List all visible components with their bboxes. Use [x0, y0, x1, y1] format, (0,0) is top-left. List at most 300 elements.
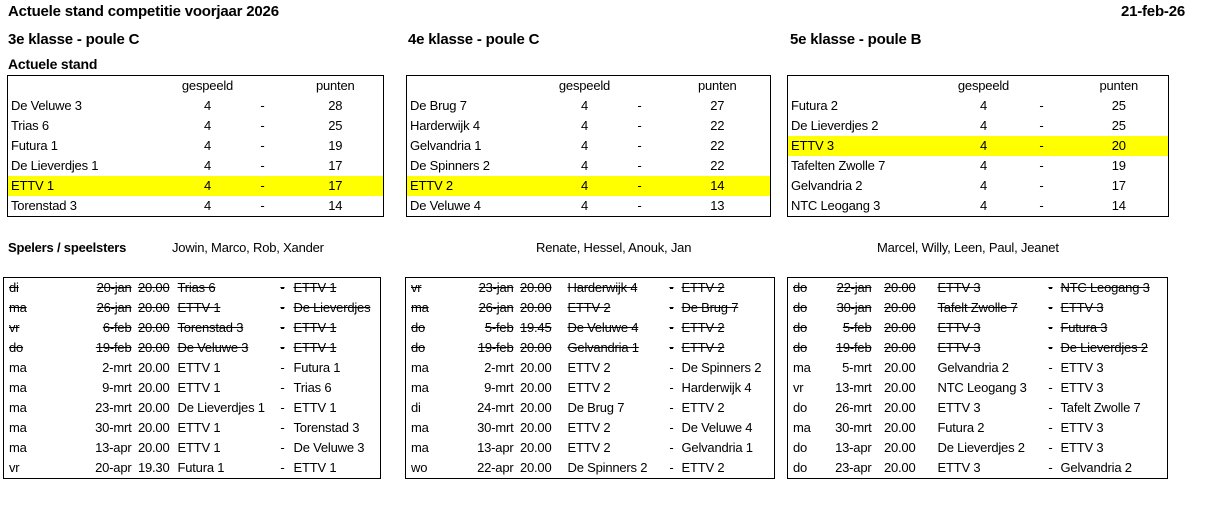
- time-cell: 20.00: [137, 340, 170, 355]
- date-cell: 26-jan: [96, 300, 132, 315]
- weekday-cell: wo: [411, 460, 428, 475]
- time-cell: 20.00: [519, 300, 552, 315]
- separator-dash: -: [669, 380, 674, 395]
- date-cell: 5-feb: [484, 320, 514, 335]
- played-cell: 4: [203, 158, 212, 173]
- date-cell: 26-mrt: [835, 400, 872, 415]
- standings-row: [407, 116, 771, 136]
- standings-table-4e-klasse: [406, 75, 771, 217]
- weekday-cell: di: [9, 280, 19, 295]
- schedule-row: [4, 438, 381, 458]
- schedule-row: [406, 458, 775, 479]
- team-name-cell: De Lieverdjes 2: [791, 118, 879, 133]
- home-team-cell: ETTV 1: [177, 380, 221, 395]
- standings-row: [8, 96, 384, 116]
- away-team-cell: ETTV 1: [293, 280, 337, 295]
- schedule-row: [406, 378, 775, 398]
- team-name-cell: ETTV 1: [8, 176, 178, 196]
- away-team-cell: Harderwijk 4: [681, 380, 752, 395]
- time-cell: 20.00: [883, 360, 916, 375]
- standings-row: [407, 196, 771, 217]
- team-name-cell: Futura 2: [791, 98, 838, 113]
- home-team-cell: ETTV 2: [567, 420, 611, 435]
- points-cell: 25: [1111, 98, 1126, 113]
- points-cell: 14: [328, 198, 343, 213]
- away-team-cell: ETTV 3: [1060, 360, 1104, 375]
- home-team-cell: De Spinners 2: [567, 460, 648, 475]
- date-cell: 22-apr: [477, 460, 514, 475]
- date-cell: 19-feb: [835, 340, 872, 355]
- standings-row: [788, 96, 1169, 116]
- date-cell: 2-mrt: [484, 360, 514, 375]
- separator-dash: -: [260, 118, 265, 133]
- weekday-cell: do: [793, 340, 808, 355]
- separator-dash: -: [669, 440, 674, 455]
- date-cell: 20-jan: [96, 280, 132, 295]
- away-team-cell: ETTV 2: [681, 400, 725, 415]
- time-cell: 20.00: [519, 460, 552, 475]
- away-team-cell: ETTV 2: [681, 460, 725, 475]
- played-cell: 4: [979, 198, 988, 213]
- players-list-3e-klasse: Jowin, Marco, Rob, Xander: [172, 240, 324, 255]
- points-cell: 17: [1111, 178, 1126, 193]
- date-cell: 19-feb: [95, 340, 132, 355]
- schedule-row: [406, 278, 775, 299]
- date-cell: 30-jan: [836, 300, 872, 315]
- standings-caption: Actuele stand: [8, 56, 98, 72]
- separator-dash: -: [1039, 178, 1044, 193]
- separator-dash: -: [637, 118, 642, 133]
- separator-dash: -: [1048, 320, 1053, 335]
- standings-row: [788, 176, 1169, 196]
- played-cell: 4: [580, 118, 589, 133]
- team-name-cell: De Brug 7: [410, 98, 467, 113]
- schedule-row: [406, 318, 775, 338]
- points-cell: 17: [288, 176, 384, 196]
- home-team-cell: Tafelt Zwolle 7: [937, 300, 1018, 315]
- standings-row: [8, 136, 384, 156]
- time-cell: 20.00: [137, 400, 170, 415]
- team-name-cell: NTC Leogang 3: [791, 198, 881, 213]
- time-cell: 19.30: [137, 460, 170, 475]
- standings-row: [788, 116, 1169, 136]
- separator-dash: -: [280, 300, 285, 315]
- schedule-row: [406, 398, 775, 418]
- points-cell: 22: [710, 118, 725, 133]
- separator-dash: -: [238, 176, 288, 196]
- weekday-cell: ma: [411, 440, 429, 455]
- played-cell: 4: [203, 118, 212, 133]
- section-title-5e-klasse: 5e klasse - poule B: [790, 31, 922, 48]
- date-cell: 19-feb: [477, 340, 514, 355]
- away-team-cell: De Veluwe 4: [681, 420, 753, 435]
- schedule-row: [4, 458, 381, 479]
- team-name-cell: Gelvandria 2: [791, 178, 863, 193]
- home-team-cell: Futura 2: [937, 420, 985, 435]
- weekday-cell: ma: [9, 440, 27, 455]
- standings-table-5e-klasse: [787, 75, 1169, 217]
- date-cell: 30-mrt: [477, 420, 514, 435]
- column-header-punten: punten: [697, 78, 737, 93]
- points-cell: 17: [328, 158, 343, 173]
- empty-header-cell: [407, 76, 555, 97]
- players-list-5e-klasse: Marcel, Willy, Leen, Paul, Jeanet: [877, 240, 1059, 255]
- date-cell: 20-apr: [95, 460, 132, 475]
- separator-dash: -: [260, 98, 265, 113]
- separator-dash: -: [1048, 420, 1053, 435]
- separator-dash: -: [260, 138, 265, 153]
- weekday-cell: do: [793, 460, 808, 475]
- schedule-row: [4, 278, 381, 299]
- weekday-cell: vr: [9, 460, 20, 475]
- away-team-cell: Gelvandria 2: [1060, 460, 1132, 475]
- time-cell: 20.00: [137, 320, 170, 335]
- time-cell: 20.00: [883, 340, 916, 355]
- away-team-cell: ETTV 2: [681, 340, 725, 355]
- standings-header-row: [8, 76, 384, 97]
- time-cell: 20.00: [137, 280, 170, 295]
- weekday-cell: ma: [9, 360, 27, 375]
- points-cell: 19: [328, 138, 343, 153]
- team-name-cell: De Spinners 2: [410, 158, 490, 173]
- standings-table-3e-klasse: [7, 75, 384, 217]
- schedule-row: [4, 298, 381, 318]
- points-cell: 22: [710, 158, 725, 173]
- separator-dash: -: [260, 198, 265, 213]
- away-team-cell: De Brug 7: [681, 300, 739, 315]
- separator-dash: -: [669, 360, 674, 375]
- away-team-cell: De Spinners 2: [681, 360, 762, 375]
- separator-dash: -: [637, 158, 642, 173]
- home-team-cell: De Veluwe 3: [177, 340, 249, 355]
- separator-dash: -: [1039, 118, 1044, 133]
- separator-dash: -: [1039, 158, 1044, 173]
- date-cell: 24-mrt: [477, 400, 514, 415]
- separator-dash: -: [260, 158, 265, 173]
- team-name-cell: ETTV 2: [407, 176, 555, 196]
- home-team-cell: Trias 6: [177, 280, 216, 295]
- time-cell: 20.00: [137, 420, 170, 435]
- time-cell: 20.00: [883, 280, 916, 295]
- away-team-cell: ETTV 1: [293, 340, 337, 355]
- time-cell: 20.00: [883, 320, 916, 335]
- players-label: Spelers / speelsters: [8, 240, 127, 255]
- separator-dash: -: [1039, 198, 1044, 213]
- played-cell: 4: [580, 198, 589, 213]
- schedule-row: [406, 418, 775, 438]
- time-cell: 20.00: [883, 440, 916, 455]
- points-cell: 28: [328, 98, 343, 113]
- away-team-cell: Futura 3: [1060, 320, 1108, 335]
- separator-dash: -: [1048, 300, 1053, 315]
- time-cell: 20.00: [519, 400, 552, 415]
- weekday-cell: ma: [9, 420, 27, 435]
- separator-dash: -: [280, 420, 285, 435]
- empty-header-cell: [238, 76, 288, 97]
- schedule-row: [788, 318, 1168, 338]
- page-title: Actuele stand competitie voorjaar 2026: [8, 3, 279, 20]
- separator-dash: -: [1048, 340, 1053, 355]
- separator-dash: -: [615, 176, 665, 196]
- column-header-gespeeld: gespeeld: [558, 78, 611, 93]
- separator-dash: -: [669, 320, 674, 335]
- schedule-table-5e-klasse: [787, 277, 1168, 479]
- schedule-row: [788, 458, 1168, 479]
- home-team-cell: ETTV 1: [177, 360, 221, 375]
- report-date: 21-feb-26: [1120, 3, 1185, 20]
- separator-dash: -: [669, 420, 674, 435]
- schedule-row: [4, 398, 381, 418]
- weekday-cell: do: [793, 440, 808, 455]
- schedule-row: [4, 338, 381, 358]
- separator-dash: -: [669, 460, 674, 475]
- schedule-row: [406, 338, 775, 358]
- separator-dash: -: [280, 280, 285, 295]
- home-team-cell: ETTV 1: [177, 440, 221, 455]
- weekday-cell: ma: [793, 420, 811, 435]
- time-cell: 20.00: [137, 360, 170, 375]
- section-title-3e-klasse: 3e klasse - poule C: [8, 31, 140, 48]
- time-cell: 20.00: [519, 440, 552, 455]
- away-team-cell: NTC Leogang 3: [1060, 280, 1150, 295]
- home-team-cell: ETTV 1: [177, 300, 221, 315]
- away-team-cell: Gelvandria 1: [681, 440, 753, 455]
- date-cell: 6-feb: [102, 320, 132, 335]
- time-cell: 20.00: [883, 420, 916, 435]
- date-cell: 22-jan: [836, 280, 872, 295]
- weekday-cell: ma: [9, 380, 27, 395]
- separator-dash: -: [1014, 136, 1070, 156]
- weekday-cell: ma: [9, 300, 27, 315]
- away-team-cell: ETTV 1: [293, 460, 337, 475]
- separator-dash: -: [280, 400, 285, 415]
- schedule-row: [4, 418, 381, 438]
- team-name-cell: De Veluwe 3: [11, 98, 82, 113]
- separator-dash: -: [669, 340, 674, 355]
- separator-dash: -: [637, 198, 642, 213]
- played-cell: 4: [979, 178, 988, 193]
- schedule-row: [788, 418, 1168, 438]
- team-name-cell: Tafelten Zwolle 7: [791, 158, 886, 173]
- away-team-cell: De Veluwe 3: [293, 440, 365, 455]
- date-cell: 5-feb: [842, 320, 872, 335]
- away-team-cell: De Lieverdjes 2: [1060, 340, 1148, 355]
- home-team-cell: De Lieverdjes 2: [937, 440, 1025, 455]
- schedule-row: [788, 298, 1168, 318]
- schedule-row: [788, 398, 1168, 418]
- home-team-cell: Futura 1: [177, 460, 225, 475]
- players-list-4e-klasse: Renate, Hessel, Anouk, Jan: [536, 240, 692, 255]
- away-team-cell: ETTV 3: [1060, 300, 1104, 315]
- points-cell: 25: [328, 118, 343, 133]
- empty-header-cell: [1014, 76, 1070, 97]
- time-cell: 20.00: [883, 300, 916, 315]
- standings-row: [788, 156, 1169, 176]
- standings-row: [8, 156, 384, 176]
- weekday-cell: ma: [411, 360, 429, 375]
- home-team-cell: Torenstad 3: [177, 320, 244, 335]
- home-team-cell: ETTV 3: [937, 320, 981, 335]
- standings-row: [407, 156, 771, 176]
- separator-dash: -: [1048, 380, 1053, 395]
- points-cell: 19: [1111, 158, 1126, 173]
- date-cell: 23-jan: [478, 280, 514, 295]
- played-cell: 4: [979, 118, 988, 133]
- separator-dash: -: [669, 280, 674, 295]
- date-cell: 13-apr: [835, 440, 872, 455]
- standings-row: [8, 116, 384, 136]
- standings-row: [407, 176, 771, 196]
- weekday-cell: ma: [411, 300, 429, 315]
- points-cell: 13: [710, 198, 725, 213]
- schedule-row: [4, 318, 381, 338]
- team-name-cell: Futura 1: [11, 138, 58, 153]
- separator-dash: -: [280, 360, 285, 375]
- away-team-cell: ETTV 3: [1060, 380, 1104, 395]
- home-team-cell: ETTV 3: [937, 460, 981, 475]
- separator-dash: -: [280, 340, 285, 355]
- team-name-cell: Gelvandria 1: [410, 138, 482, 153]
- separator-dash: -: [280, 460, 285, 475]
- column-header-punten: punten: [1099, 78, 1139, 93]
- separator-dash: -: [1039, 98, 1044, 113]
- away-team-cell: Torenstad 3: [293, 420, 360, 435]
- separator-dash: -: [669, 300, 674, 315]
- schedule-row: [788, 358, 1168, 378]
- time-cell: 20.00: [519, 360, 552, 375]
- time-cell: 20.00: [883, 400, 916, 415]
- standings-header-row: [407, 76, 771, 97]
- standings-row: [788, 136, 1169, 156]
- home-team-cell: Harderwijk 4: [567, 280, 638, 295]
- schedule-table-4e-klasse: [405, 277, 775, 479]
- standings-row: [8, 196, 384, 217]
- points-cell: 25: [1111, 118, 1126, 133]
- home-team-cell: ETTV 3: [937, 280, 981, 295]
- played-cell: 4: [580, 158, 589, 173]
- weekday-cell: ma: [9, 400, 27, 415]
- date-cell: 30-mrt: [95, 420, 132, 435]
- column-header-gespeeld: gespeeld: [181, 78, 234, 93]
- standings-row: [407, 96, 771, 116]
- away-team-cell: Trias 6: [293, 380, 332, 395]
- time-cell: 20.00: [519, 340, 552, 355]
- date-cell: 2-mrt: [102, 360, 132, 375]
- played-cell: 4: [203, 198, 212, 213]
- separator-dash: -: [280, 320, 285, 335]
- home-team-cell: De Brug 7: [567, 400, 625, 415]
- schedule-row: [788, 338, 1168, 358]
- weekday-cell: do: [793, 400, 808, 415]
- home-team-cell: ETTV 3: [937, 340, 981, 355]
- date-cell: 23-apr: [835, 460, 872, 475]
- section-title-4e-klasse: 4e klasse - poule C: [408, 31, 540, 48]
- time-cell: 20.00: [519, 380, 552, 395]
- standings-row: [407, 136, 771, 156]
- column-header-punten: punten: [315, 78, 355, 93]
- separator-dash: -: [1048, 280, 1053, 295]
- away-team-cell: ETTV 1: [293, 400, 337, 415]
- away-team-cell: ETTV 3: [1060, 420, 1104, 435]
- played-cell: 4: [954, 136, 1014, 156]
- played-cell: 4: [203, 98, 212, 113]
- weekday-cell: do: [793, 300, 808, 315]
- date-cell: 13-apr: [477, 440, 514, 455]
- home-team-cell: NTC Leogang 3: [937, 380, 1027, 395]
- away-team-cell: Tafelt Zwolle 7: [1060, 400, 1141, 415]
- home-team-cell: ETTV 2: [567, 440, 611, 455]
- time-cell: 19.45: [519, 320, 552, 335]
- separator-dash: -: [637, 138, 642, 153]
- home-team-cell: De Veluwe 4: [567, 320, 639, 335]
- weekday-cell: do: [411, 340, 426, 355]
- separator-dash: -: [280, 440, 285, 455]
- weekday-cell: vr: [411, 280, 422, 295]
- date-cell: 9-mrt: [484, 380, 514, 395]
- time-cell: 20.00: [137, 380, 170, 395]
- played-cell: 4: [580, 138, 589, 153]
- date-cell: 26-jan: [478, 300, 514, 315]
- away-team-cell: ETTV 3: [1060, 440, 1104, 455]
- schedule-row: [406, 438, 775, 458]
- weekday-cell: do: [793, 280, 808, 295]
- separator-dash: -: [280, 380, 285, 395]
- weekday-cell: do: [793, 320, 808, 335]
- schedule-row: [406, 298, 775, 318]
- home-team-cell: Gelvandria 1: [567, 340, 639, 355]
- schedule-row: [788, 278, 1168, 299]
- away-team-cell: Futura 1: [293, 360, 341, 375]
- home-team-cell: ETTV 2: [567, 360, 611, 375]
- schedule-row: [788, 378, 1168, 398]
- date-cell: 30-mrt: [835, 420, 872, 435]
- played-cell: 4: [979, 98, 988, 113]
- away-team-cell: De Lieverdjes: [293, 300, 371, 315]
- date-cell: 13-mrt: [835, 380, 872, 395]
- weekday-cell: vr: [793, 380, 804, 395]
- team-name-cell: Torenstad 3: [11, 198, 77, 213]
- home-team-cell: ETTV 3: [937, 400, 981, 415]
- date-cell: 5-mrt: [842, 360, 872, 375]
- time-cell: 20.00: [137, 300, 170, 315]
- points-cell: 14: [1111, 198, 1126, 213]
- weekday-cell: vr: [9, 320, 20, 335]
- schedule-row: [4, 358, 381, 378]
- points-cell: 22: [710, 138, 725, 153]
- time-cell: 20.00: [883, 460, 916, 475]
- home-team-cell: ETTV 2: [567, 300, 611, 315]
- empty-header-cell: [788, 76, 954, 97]
- separator-dash: -: [1048, 460, 1053, 475]
- home-team-cell: Gelvandria 2: [937, 360, 1009, 375]
- separator-dash: -: [1048, 440, 1053, 455]
- weekday-cell: ma: [411, 420, 429, 435]
- team-name-cell: Trias 6: [11, 118, 49, 133]
- empty-header-cell: [615, 76, 665, 97]
- schedule-row: [4, 378, 381, 398]
- weekday-cell: di: [411, 400, 421, 415]
- played-cell: 4: [979, 158, 988, 173]
- away-team-cell: ETTV 1: [293, 320, 337, 335]
- points-cell: 20: [1070, 136, 1169, 156]
- time-cell: 20.00: [519, 280, 552, 295]
- standings-header-row: [788, 76, 1169, 97]
- team-name-cell: De Veluwe 4: [410, 198, 481, 213]
- date-cell: 9-mrt: [102, 380, 132, 395]
- time-cell: 20.00: [137, 440, 170, 455]
- column-header-gespeeld: gespeeld: [957, 78, 1010, 93]
- away-team-cell: ETTV 2: [681, 320, 725, 335]
